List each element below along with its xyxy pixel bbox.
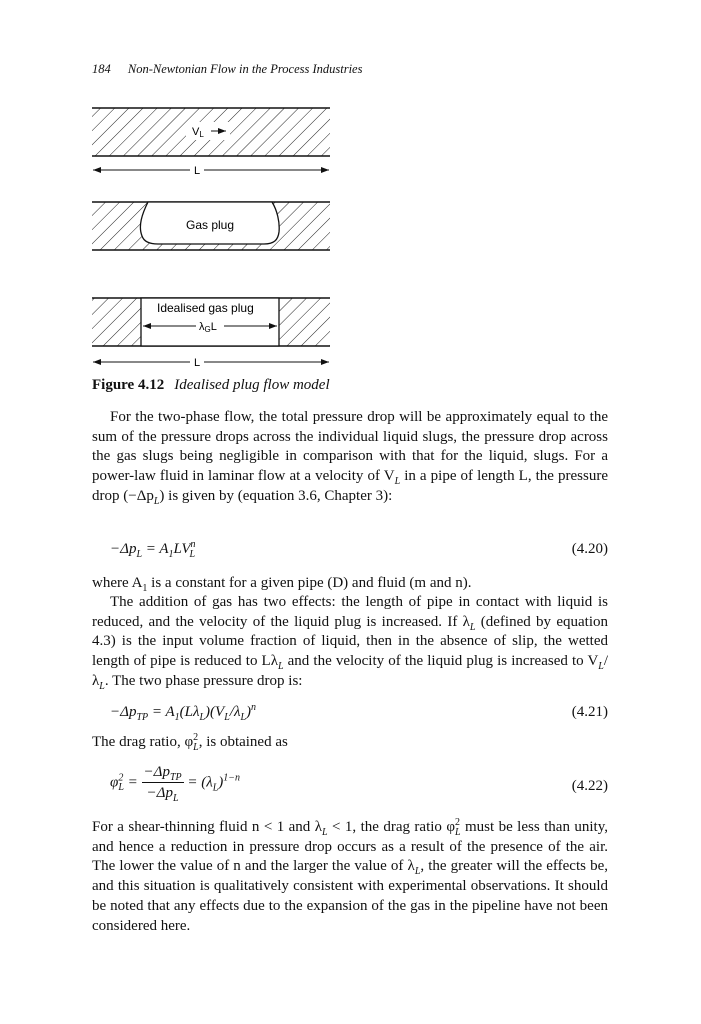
length-label-bottom: L <box>194 357 201 369</box>
length-label: L <box>194 165 201 177</box>
idealised-plug-label: Idealised gas plug <box>157 301 254 315</box>
equation-number: (4.22) <box>571 778 608 794</box>
paragraph-5: For a shear-thinning fluid n < 1 and $\lambda_L < 1$, the drag ratio $\varphi^2_L$ must be less than unity, and hence a reduction in pressure drop occurs as a result of the presence of the air. The lower the value of n and the larger the value of $\lambda_L$, the greater will the effects be, and this situation is qualitatively consistent with experimental observations. It should be noted that any effects due to the expansion of the gas in the pipeline have not been considered here. <box>92 817 608 934</box>
figure-caption-text: Idealised plug flow model <box>174 377 330 393</box>
panel-liquid-pipe <box>92 108 330 177</box>
panel-gas-plug <box>92 202 330 250</box>
plug-length-label: λGL <box>199 321 217 334</box>
equation-4-22 <box>92 764 608 814</box>
page-number: 184 <box>92 62 111 76</box>
running-title: Non-Newtonian Flow in the Process Industries <box>127 62 363 76</box>
equation-number: (4.20) <box>571 541 608 557</box>
equation-4-21 <box>92 704 608 726</box>
figure-caption <box>92 377 330 394</box>
paragraph-4: The drag ratio, $\varphi^2_L$, is obtained as <box>92 732 288 753</box>
figure-number: Figure 4.12 <box>92 377 165 393</box>
equation-4-20 <box>92 541 608 563</box>
gas-plug-label: Gas plug <box>186 218 235 232</box>
velocity-label: VL <box>192 126 204 139</box>
plug-flow-figure <box>80 100 340 370</box>
equation-number: (4.21) <box>571 704 608 720</box>
paragraph-3: The addition of gas has two effects: the length of pipe in contact with liquid is reduced, and the velocity of the liquid plug is increased. If $\lambda_L$ (defined by equation 4.3) is the input volume fraction of liquid, then in the absence of slip, the wetted length of pipe is reduced to $L\lambda_L$ and the velocity of the liquid plug is increased to $V_L/\lambda_L$. The two phase pressure drop is: <box>92 594 609 692</box>
running-header <box>92 62 362 77</box>
equation-4-22-expression: $\varphi^2_L$ = $\frac{-\Delta p_{TP}}{-\Delta p_L}$ = $(\lambda_L)^{1-n}$ <box>110 764 241 804</box>
paragraph-1: For the two-phase flow, the total pressure drop will be approximately equal to the sum of the pressure drops across the individual liquid slugs, the pressure drop across the gas slugs being negligible in comparison with that for the liquid, slugs. For a power-law fluid in laminar flow at a velocity of $V_L$ in a pipe of length L, the pressure drop $(-\Delta p_L)$ is given by (equation 3.6, Chapter 3): <box>92 409 608 507</box>
equation-4-20-expression: $-\Delta p_L = A_1LV^n_L$ <box>110 539 196 560</box>
panel-idealised-gas-plug <box>92 298 330 369</box>
paragraph-2: where $A_1$ is a constant for a given pipe (D) and fluid (m and n). <box>92 575 472 594</box>
equation-4-21-expression: $-\Delta p_{TP} = A_1(L\lambda_L)(V_L/\lambda_L)^n$ <box>110 702 257 723</box>
